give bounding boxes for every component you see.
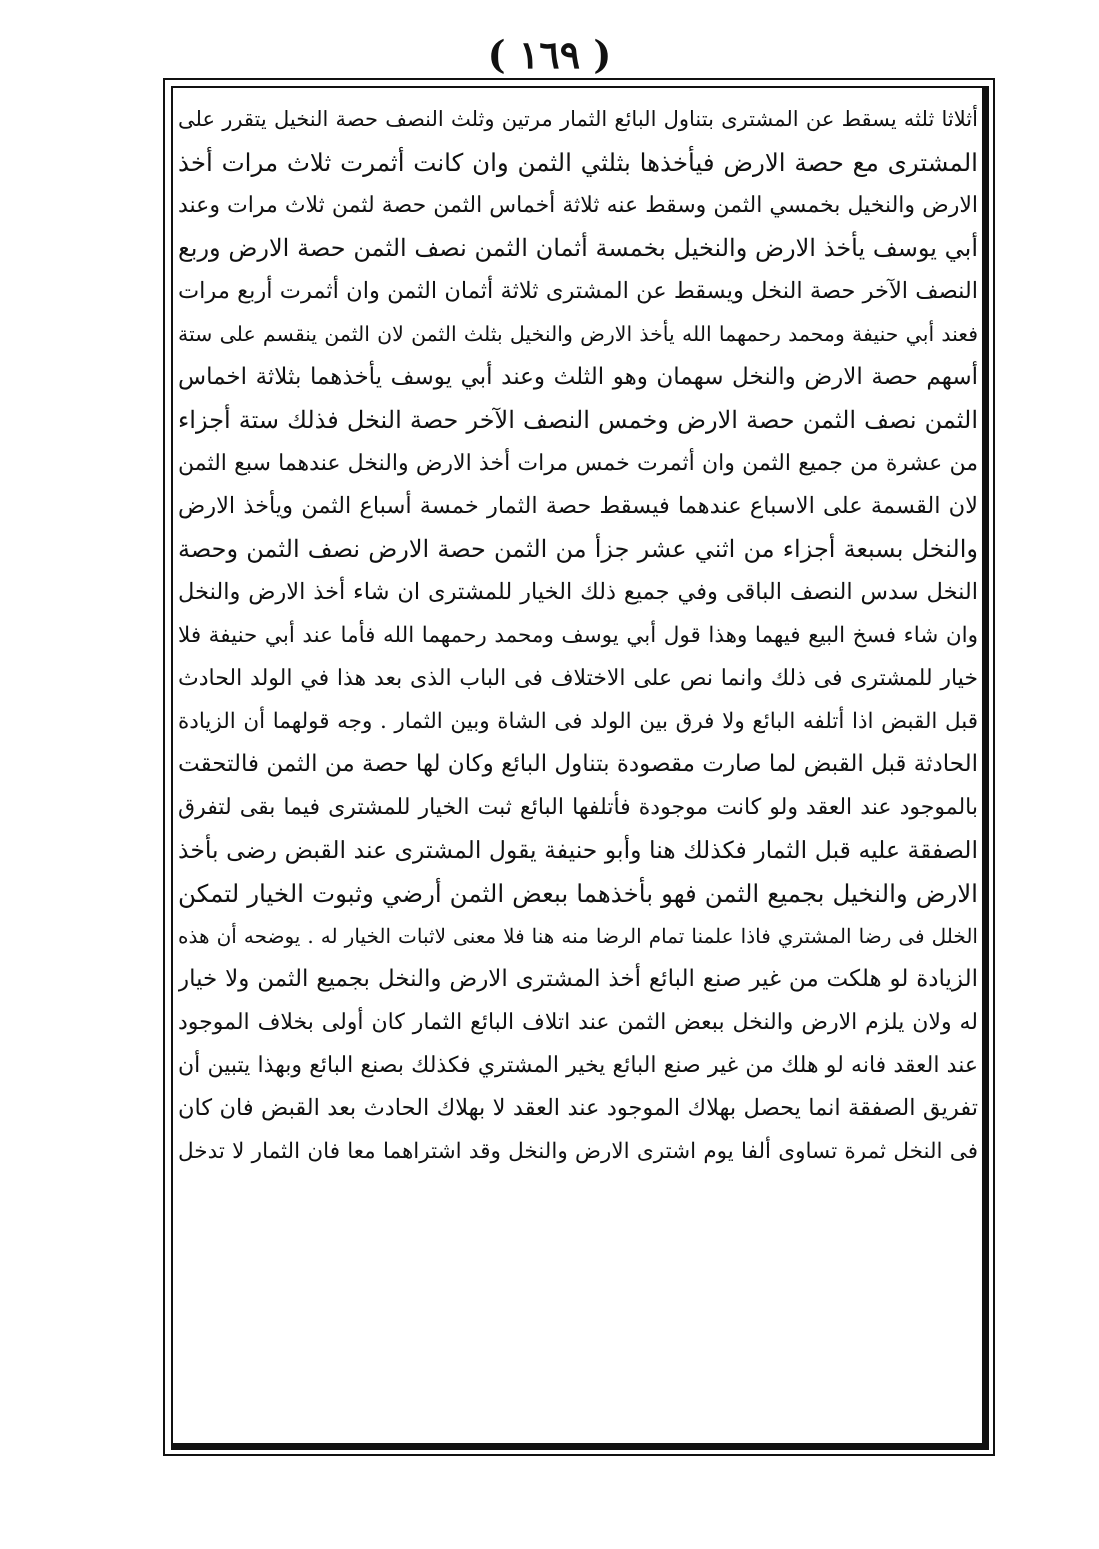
text-line: قبل القبض اذا أتلفه البائع ولا فرق بين الولد فى الشاة وبين الثمار . وجه قولهما أن الزيادة: [178, 709, 978, 734]
text-line: تفريق الصفقة انما يحصل بهلاك الموجود عند العقد لا بهلاك الحادث بعد القبض فان كان: [178, 1095, 978, 1121]
text-line: الخلل فى رضا المشتري فاذا علمنا تمام الرضا منه هنا فلا معنى لاثبات الخيار له . يوضحه أن هذه: [178, 924, 978, 948]
text-line: النصف الآخر حصة النخل ويسقط عن المشترى ثلاثة أثمان الثمن وان أثمرت أربع مرات: [178, 278, 978, 304]
text-line: له ولان يلزم الارض والنخل ببعض الثمن عند اتلاف البائع الثمار كان أولى بخلاف الموجود: [178, 1010, 978, 1035]
text-line: النخل سدس النصف الباقى وفي جميع ذلك الخيار للمشترى ان شاء أخذ الارض والنخل: [178, 579, 978, 605]
text-line: أثلاثا ثلثه يسقط عن المشترى بتناول البائع الثمار مرتين وثلث النصف حصة النخيل يتقرر على: [178, 107, 978, 131]
body-text: [178, 98, 978, 1433]
text-line: الصفقة عليه قبل الثمار فكذلك هنا وأبو حنيفة يقول المشترى عند القبض رضى بأخذ: [178, 836, 978, 864]
page-number: ( ١٦٩ ): [487, 32, 612, 77]
text-line: أبي يوسف يأخذ الارض والنخيل بخمسة أثمان الثمن نصف الثمن حصة الارض وربع: [178, 234, 978, 262]
text-line: والنخل بسبعة أجزاء من اثني عشر جزأ من الثمن حصة الارض نصف الثمن وحصة: [178, 535, 978, 563]
text-line: وان شاء فسخ البيع فيهما وهذا قول أبي يوسف ومحمد رحمهما الله فأما عند أبي حنيفة فلا: [178, 623, 978, 648]
text-line: الزيادة لو هلكت من غير صنع البائع أخذ المشترى الارض والنخل بجميع الثمن ولا خيار: [178, 966, 978, 992]
text-line: خيار للمشترى فى ذلك وانما نص على الاختلاف فى الباب الذى بعد هذا في الولد الحادث: [178, 666, 978, 691]
text-line: الحادثة قبل القبض لما صارت مقصودة بتناول البائع وكان لها حصة من الثمن فالتحقت: [178, 751, 978, 777]
text-line: فعند أبي حنيفة ومحمد رحمهما الله يأخذ الارض والنخيل بثلث الثمن لان الثمن ينقسم على ستة: [178, 322, 978, 346]
text-line: لان القسمة على الاسباع عندهما فيسقط حصة الثمار خمسة أسباع الثمن ويأخذ الارض: [178, 493, 978, 519]
text-line: من عشرة من جميع الثمن وان أثمرت خمس مرات أخذ الارض والنخل عندهما سبع الثمن: [178, 451, 978, 476]
text-line: الثمن نصف الثمن حصة الارض وخمس النصف الآخر حصة النخل فذلك ستة أجزاء: [178, 406, 978, 434]
text-line: أسهم حصة الارض والنخل سهمان وهو الثلث وعند أبي يوسف يأخذهما بثلاثة اخماس: [178, 364, 978, 390]
text-line: الارض والنخيل بخمسي الثمن وسقط عنه ثلاثة أخماس الثمن حصة لثمن ثلاث مرات وعند: [178, 193, 978, 218]
text-line: عند العقد فانه لو هلك من غير صنع البائع يخير المشتري فكذلك بصنع البائع وبهذا يتبين أن: [178, 1053, 978, 1078]
text-line: بالموجود عند العقد ولو كانت موجودة فأتلفها البائع ثبت الخيار للمشترى فيما بقى لتفرق: [178, 795, 978, 820]
text-line: الارض والنخيل بجميع الثمن فهو بأخذهما ببعض الثمن أرضي وثبوت الخيار لتمكن: [178, 879, 978, 908]
text-line: المشترى مع حصة الارض فيأخذها بثلثي الثمن وان كانت أثمرت ثلاث مرات أخذ: [178, 148, 978, 177]
text-line: فى النخل ثمرة تساوى ألفا يوم اشترى الارض والنخل وقد اشتراهما معا فان الثمار لا تدخل: [178, 1139, 978, 1164]
